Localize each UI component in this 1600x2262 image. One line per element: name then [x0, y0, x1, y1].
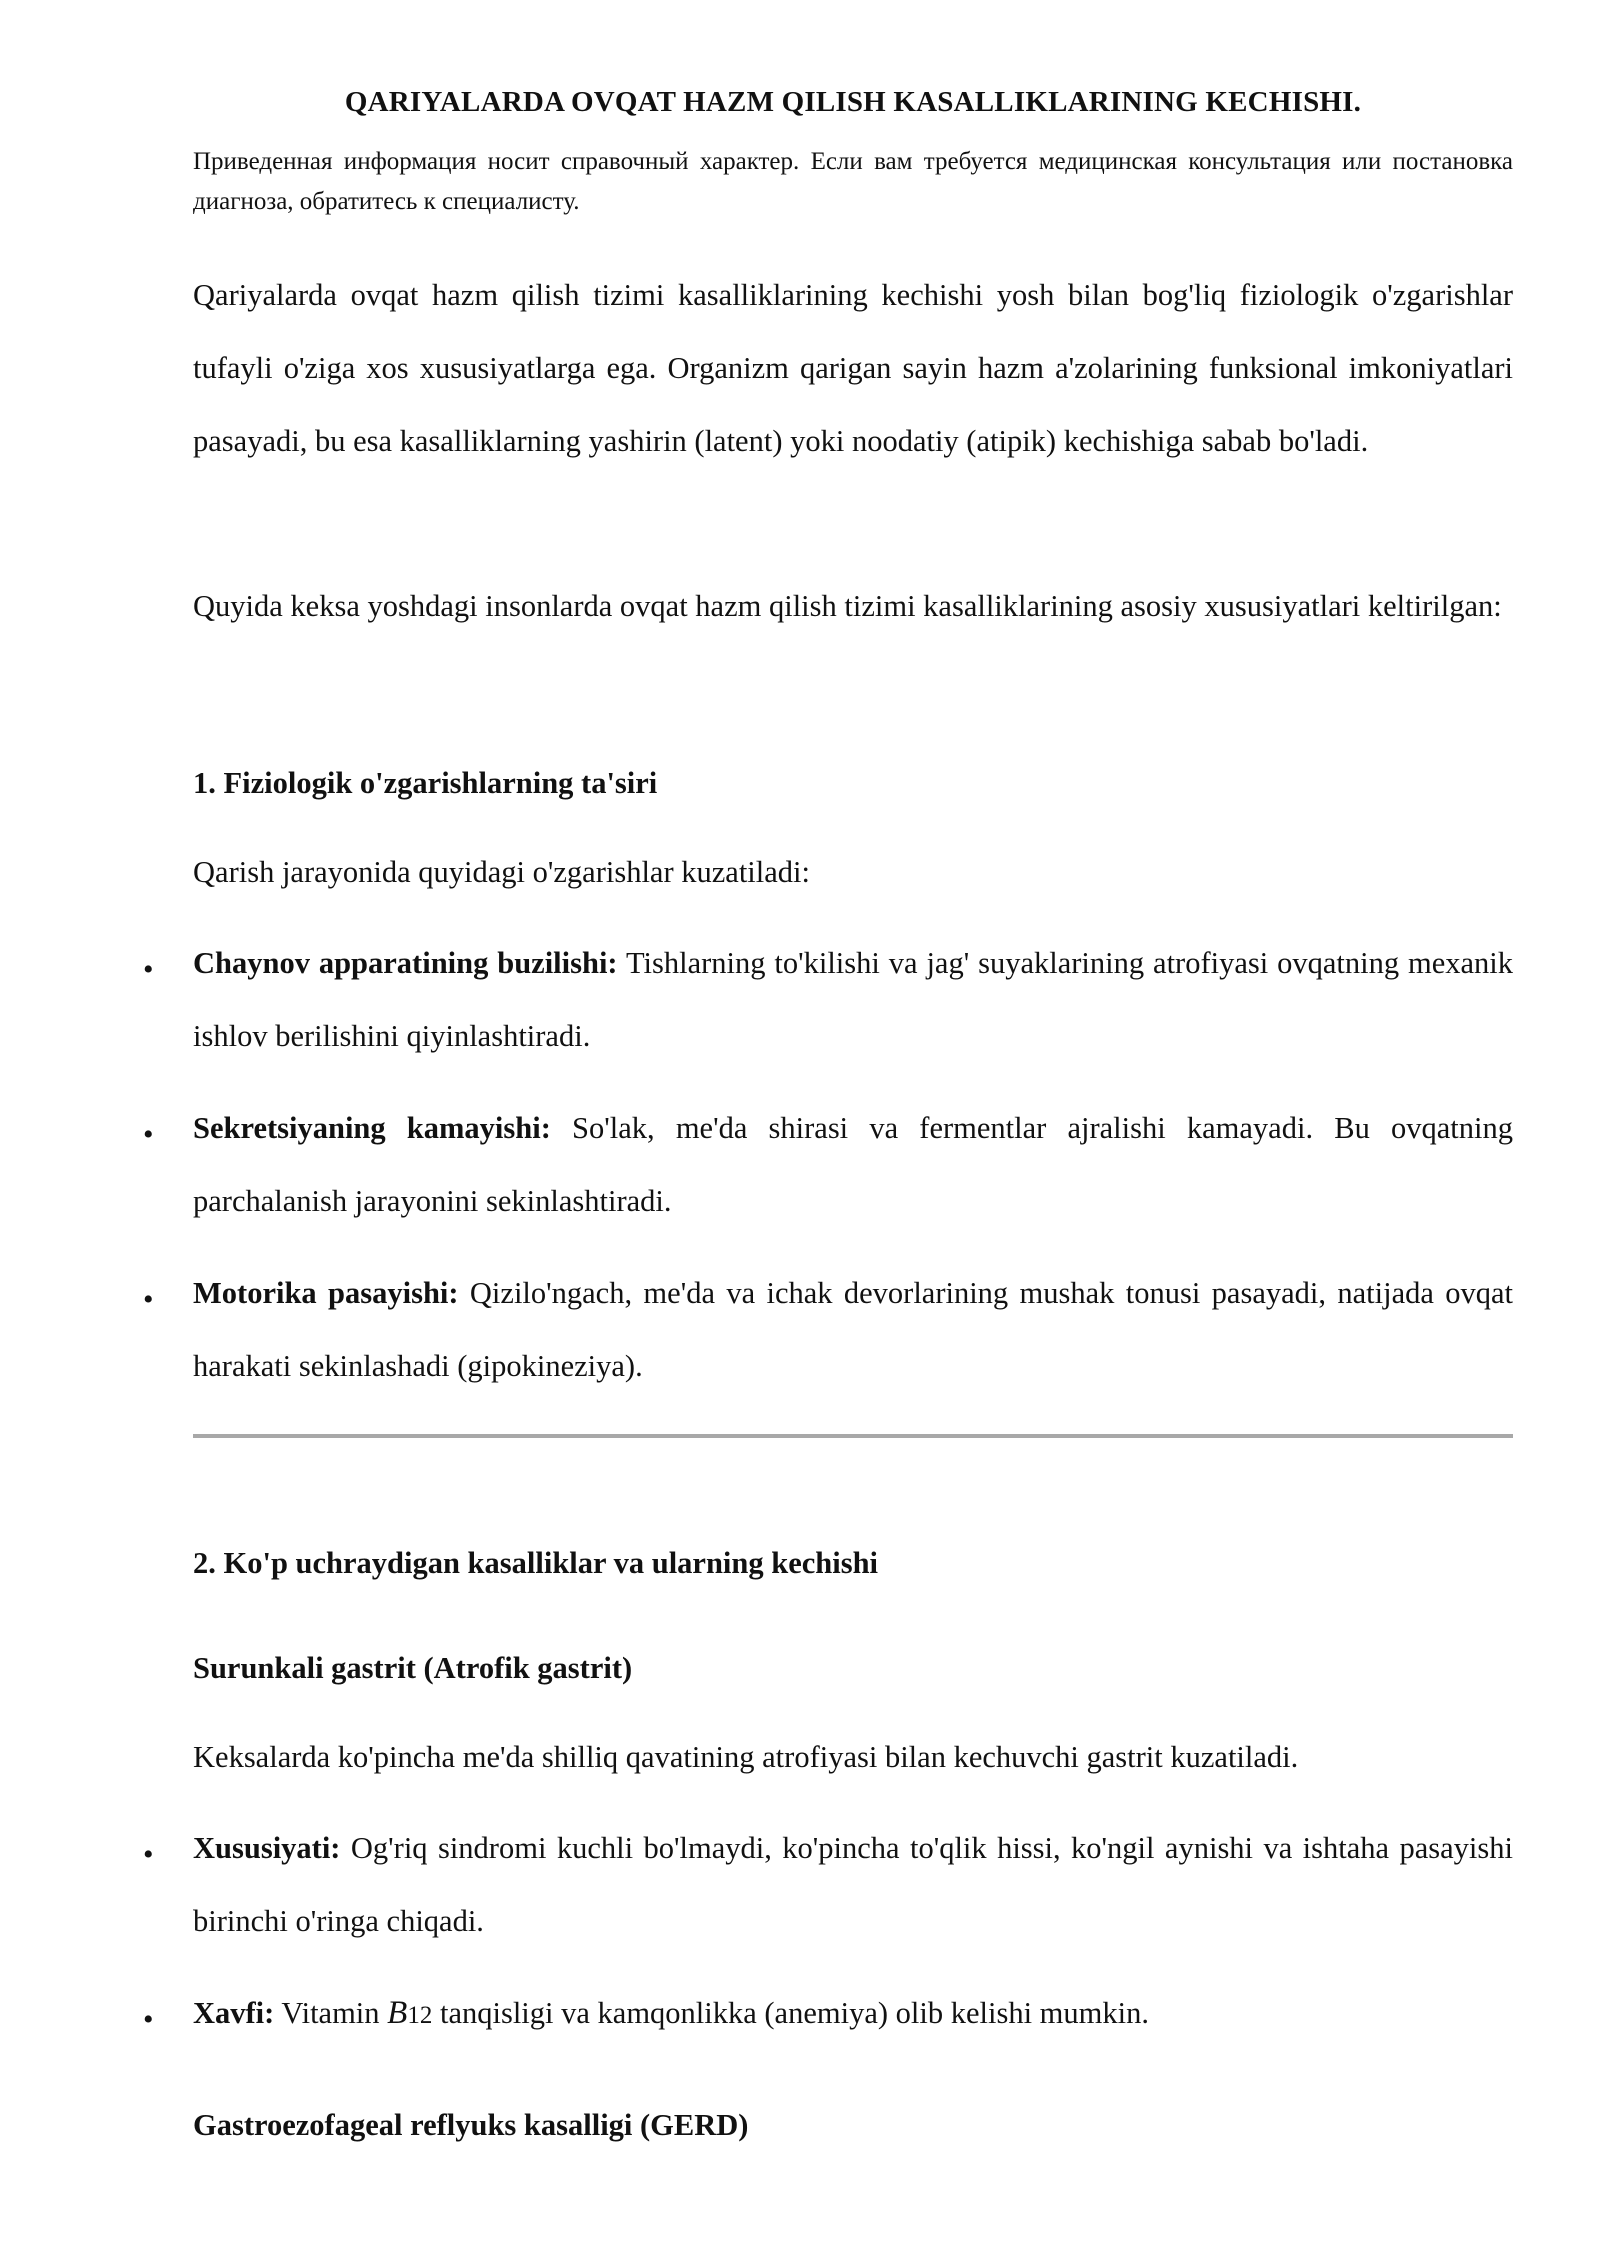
- vitamin-symbol: B: [387, 1995, 408, 2031]
- list-item-text: Tishlarning to'kilishi va jag' suyaklarining atrofiyasi ovqatning mexanik ishlov berilishini qiyinlashtiradi.: [193, 946, 1514, 1053]
- list-item-chaynov: [193, 927, 1513, 1073]
- list-item-text: So'lak, me'da shirasi va fermentlar ajralishi kamayadi. Bu ovqatning parchalanish jarayonini sekinlashtiradi.: [193, 1111, 1513, 1218]
- list-item-label: Xavfi:: [193, 1996, 275, 2030]
- list-item-label: Chaynov apparatining buzilishi:: [193, 946, 618, 980]
- intro-paragraph: Qariyalarda ovqat hazm qilish tizimi kasalliklarining kechishi yosh bilan bog'liq fiziologik o'zgarishlar tufayli o'ziga xos xususiyatlarga ega. Organizm qarigan sayin hazm a'zolarining funksional imkoniyatlari pasayadi, bu esa kasalliklarning yashirin (latent) yoki noodatiy (atipik) kechishiga sabab bo'ladi.: [193, 278, 1513, 458]
- list-item-text: Qizilo'ngach, me'da va ichak devorlarining mushak tonusi pasayadi, natijada ovqat harakati sekinlashadi (gipokineziya).: [193, 1276, 1514, 1383]
- list-item-text: Vitamin: [281, 1996, 380, 2030]
- list-item-motorika: [193, 1257, 1513, 1403]
- list-item-sekretsiya: [193, 1092, 1513, 1238]
- list-intro-paragraph: Quyida keksa yoshdagi insonlarda ovqat hazm qilish tizimi kasalliklarining asosiy xususiyatlari keltirilgan:: [193, 589, 1502, 623]
- list-item-text: tanqisligi va kamqonlikka (anemiya) olib kelishi mumkin.: [439, 1996, 1149, 2030]
- bullet-marker: •: [143, 1838, 154, 1871]
- list-item-label: Xususiyati:: [193, 1831, 341, 1865]
- list-item-xavfi: [193, 1977, 1513, 2052]
- bullet-marker: •: [143, 1118, 154, 1151]
- bullet-marker: •: [143, 1283, 154, 1316]
- gastrit-intro: Keksalarda ko'pincha me'da shilliq qavatining atrofiyasi bilan kechuvchi gastrit kuzatiladi.: [193, 1740, 1299, 1774]
- disclaimer-text: Приведенная информация носит справочный характер. Если вам требуется медицинская консультация или постановка диагноза, обратитесь к специалисту.: [193, 148, 1513, 215]
- list-item-xususiyati: [193, 1812, 1513, 1958]
- section-divider: [193, 1434, 1513, 1438]
- subheading-gerd: Gastroezofageal reflyuks kasalligi (GERD): [193, 2108, 749, 2142]
- section-1-intro: Qarish jarayonida quyidagi o'zgarishlar kuzatiladi:: [193, 855, 810, 889]
- vitamin-subscript: 12: [407, 2002, 433, 2029]
- list-item-label: Motorika pasayishi:: [193, 1276, 459, 1310]
- section-2-heading: 2. Ko'p uchraydigan kasalliklar va ularning kechishi: [193, 1546, 879, 1580]
- bullet-marker: •: [143, 953, 154, 986]
- document-title: QARIYALARDA OVQAT HAZM QILISH KASALLIKLARINING KECHISHI.: [344, 86, 1362, 118]
- list-item-text: Og'riq sindromi kuchli bo'lmaydi, ko'pincha to'qlik hissi, ko'ngil aynishi va ishtaha pasayishi birinchi o'ringa chiqadi.: [193, 1831, 1513, 1938]
- subheading-atrofik-gastrit: Surunkali gastrit (Atrofik gastrit): [193, 1651, 633, 1685]
- bullet-marker: •: [143, 2003, 154, 2036]
- section-1-heading: 1. Fiziologik o'zgarishlarning ta'siri: [193, 766, 658, 800]
- list-item-label: Sekretsiyaning kamayishi:: [193, 1111, 551, 1145]
